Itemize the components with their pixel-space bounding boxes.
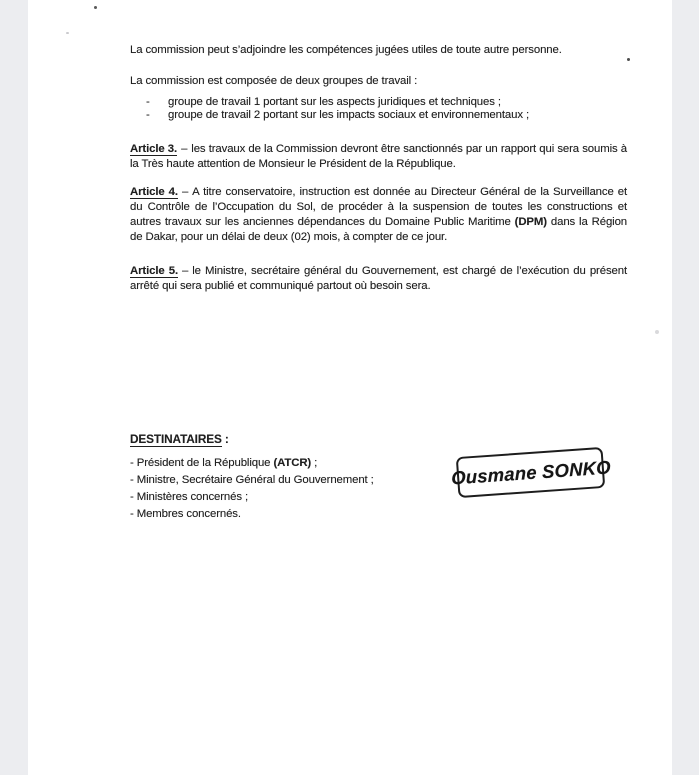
destinataire-text: ; xyxy=(311,457,318,469)
destinataire-text: - Ministères concernés ; xyxy=(130,491,249,503)
list-item xyxy=(130,109,627,122)
article-4-bold-dpm: (DPM) xyxy=(514,216,547,228)
name-stamp-text: Ousmane SONKO xyxy=(450,455,611,489)
article-dash: – xyxy=(181,186,189,198)
scan-speck xyxy=(627,58,630,61)
scanned-page xyxy=(28,0,672,775)
article-3-body: les travaux de la Commission devront être sanctionnés par un rapport qui sera soumis à la Très haute attention de Monsieur le Président de la République. xyxy=(130,143,627,170)
article-3-label: Article 3. xyxy=(130,143,178,155)
list-item-text: groupe de travail 1 portant sur les aspects juridiques et techniques ; xyxy=(168,96,501,108)
destinataires-heading-colon: : xyxy=(221,432,229,446)
list-item-text: groupe de travail 2 portant sur les impacts sociaux et environnementaux ; xyxy=(168,109,530,121)
bullet-dash: - xyxy=(146,96,150,108)
paragraph-commission-groupes: La commission est composée de deux groupes de travail : xyxy=(130,75,418,87)
article-4-label: Article 4. xyxy=(130,186,178,198)
destinataire-text: - Président de la République xyxy=(130,457,274,469)
article-4-body-pre: A titre conservatoire, instruction est donnée au Directeur Général de la Surveillance et du Contrôle de l’Occupation du Sol, de procéder à la suspension de toutes les constructions et autres travaux sur les anciennes dépendances du Domaine Public Maritime xyxy=(130,186,627,228)
article-dash: – xyxy=(182,265,189,277)
bullet-dash: - xyxy=(146,109,150,121)
article-5-paragraph xyxy=(130,264,627,294)
destinataire-bold-atcr: (ATCR) xyxy=(273,457,312,469)
article-5-body: le Ministre, secrétaire général du Gouvernement, est chargé de l’exécution du présent arrêté qui sera publié et communiqué partout où besoin sera. xyxy=(130,265,627,292)
article-3-paragraph xyxy=(130,142,627,172)
paragraph-commission-competences: La commission peut s’adjoindre les compétences jugées utiles de toute autre personne. xyxy=(130,44,562,56)
destinataire-text: - Membres concernés. xyxy=(130,508,241,520)
list-item xyxy=(130,96,627,109)
article-4-body-post: dans la Région de Dakar, pour un délai de deux (02) mois, à compter de ce jour. xyxy=(130,216,627,243)
article-4-paragraph xyxy=(130,185,627,245)
destinataires-heading-text: DESTINATAIRES xyxy=(130,432,222,446)
destinataire-text: - Ministre, Secrétaire Général du Gouvernement ; xyxy=(130,474,374,486)
scan-speck xyxy=(66,32,69,34)
work-group-list xyxy=(130,96,627,122)
scan-speck xyxy=(655,330,659,334)
article-5-label: Article 5. xyxy=(130,265,178,277)
article-dash: – xyxy=(181,143,188,155)
scan-speck xyxy=(94,6,97,9)
